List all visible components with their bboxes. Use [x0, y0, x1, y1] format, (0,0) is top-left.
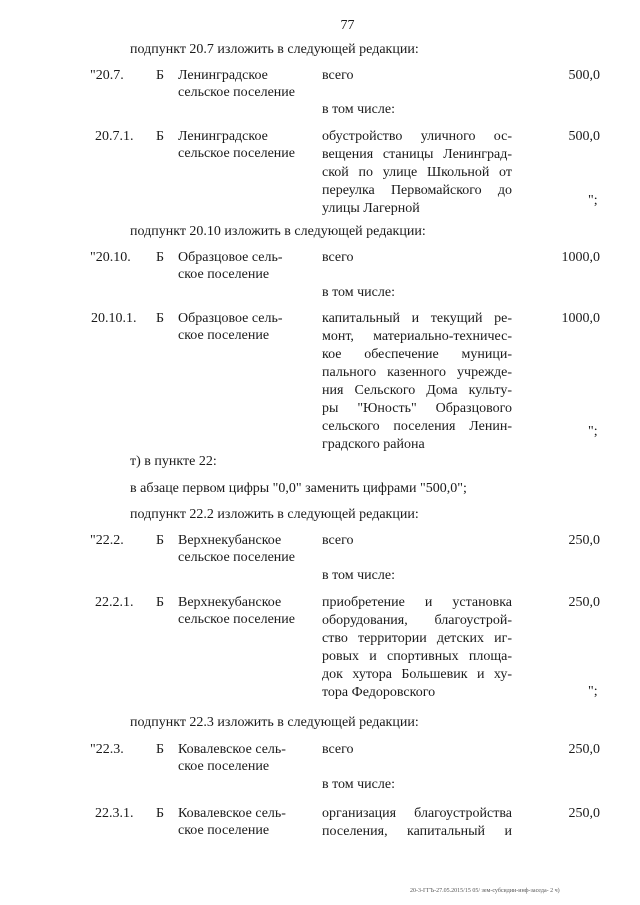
description-line: кое обеспечение муници- [322, 347, 512, 362]
row-amount: 1000,0 [561, 311, 600, 326]
row-recipient: Ленинградское [178, 68, 268, 83]
description-line: сельского поселения Ленин- [322, 419, 512, 434]
row-description [322, 310, 512, 454]
row-amount: 250,0 [568, 806, 600, 821]
row-recipient: Ковалевское сель- [178, 806, 286, 821]
row-recipient: сельское поселение [178, 85, 295, 100]
description-line: приобретение и установка [322, 595, 512, 610]
row-recipient: сельское поселение [178, 146, 295, 161]
row-recipient: сельское поселение [178, 550, 295, 565]
intro-paragraph: подпункт 22.3 изложить в следующей редакции: [130, 715, 419, 730]
row-number: "22.2. [90, 533, 124, 548]
row-number: 22.3.1. [95, 806, 134, 821]
closing-quote: "; [588, 193, 598, 208]
row-recipient: Верхнекубанское [178, 533, 282, 548]
description-line: обустройство уличного ос- [322, 129, 512, 144]
row-description: всего [322, 742, 354, 757]
intro-paragraph: подпункт 20.7 изложить в следующей редакции: [130, 42, 419, 57]
closing-quote: "; [588, 684, 598, 699]
row-category: Б [156, 595, 165, 610]
row-recipient: ское поселение [178, 267, 270, 282]
description-line: поселения, капитальный и [322, 824, 512, 839]
intro-paragraph: подпункт 22.2 изложить в следующей редакции: [130, 507, 419, 522]
closing-quote: "; [588, 424, 598, 439]
row-category: Б [156, 742, 165, 757]
row-description [322, 805, 512, 841]
description-line: ство территории детских иг- [322, 631, 512, 646]
row-recipient: ское поселение [178, 759, 270, 774]
description-line: капитальный и текущий ре- [322, 311, 512, 326]
row-recipient: ское поселение [178, 328, 270, 343]
row-category: Б [156, 129, 165, 144]
row-number: "20.7. [90, 68, 124, 83]
row-category: Б [156, 250, 165, 265]
row-description [322, 128, 512, 218]
row-recipient: Верхнекубанское [178, 595, 282, 610]
row-description: всего [322, 533, 354, 548]
paragraph: в абзаце первом цифры "0,0" заменить цифрами "500,0"; [130, 481, 467, 496]
row-category: Б [156, 533, 165, 548]
row-amount: 500,0 [568, 68, 600, 83]
description-line: градского района [322, 437, 425, 452]
row-recipient: ское поселение [178, 823, 270, 838]
row-recipient: Ковалевское сель- [178, 742, 286, 757]
including-label: в том числе: [322, 102, 395, 117]
row-category: Б [156, 806, 165, 821]
row-number: "20.10. [90, 250, 131, 265]
row-category: Б [156, 311, 165, 326]
row-description: всего [322, 68, 354, 83]
row-amount: 250,0 [568, 533, 600, 548]
description-line: ровых и спортивных площа- [322, 649, 512, 664]
row-amount: 500,0 [568, 129, 600, 144]
row-number: 20.10.1. [91, 311, 137, 326]
row-description [322, 594, 512, 702]
document-footer: 20-3-ГГЪ-27.05.2015/15 05/ зем-субсидии-инф-заседа- 2 ч) [410, 888, 560, 894]
page-number: 77 [340, 18, 355, 33]
row-recipient: сельское поселение [178, 612, 295, 627]
intro-paragraph: подпункт 20.10 изложить в следующей редакции: [130, 224, 426, 239]
description-line: ры "Юность" Образцового [322, 401, 512, 416]
row-amount: 1000,0 [561, 250, 600, 265]
row-amount: 250,0 [568, 742, 600, 757]
description-line: переулка Первомайского до [322, 183, 512, 198]
description-line: тора Федоровского [322, 685, 436, 700]
row-recipient: Ленинградское [178, 129, 268, 144]
row-amount: 250,0 [568, 595, 600, 610]
description-line: ской по улице Школьной от [322, 165, 512, 180]
including-label: в том числе: [322, 568, 395, 583]
description-line: док хутора Большевик и ху- [322, 667, 512, 682]
description-line: оборудования, благоустрой- [322, 613, 512, 628]
row-description: всего [322, 250, 354, 265]
description-line: пального казенного учрежде- [322, 365, 512, 380]
description-line: ния Сельского Дома культу- [322, 383, 512, 398]
row-category: Б [156, 68, 165, 83]
row-recipient: Образцовое сель- [178, 311, 283, 326]
description-line: улицы Лагерной [322, 201, 420, 216]
description-line: вещения станицы Ленинград- [322, 147, 512, 162]
including-label: в том числе: [322, 285, 395, 300]
description-line: организация благоустройства [322, 806, 512, 821]
list-item-t: т) в пункте 22: [130, 454, 217, 469]
row-number: 20.7.1. [95, 129, 134, 144]
description-line: монт, материально-техничес- [322, 329, 512, 344]
row-number: "22.3. [90, 742, 124, 757]
including-label: в том числе: [322, 777, 395, 792]
row-number: 22.2.1. [95, 595, 134, 610]
row-recipient: Образцовое сель- [178, 250, 283, 265]
